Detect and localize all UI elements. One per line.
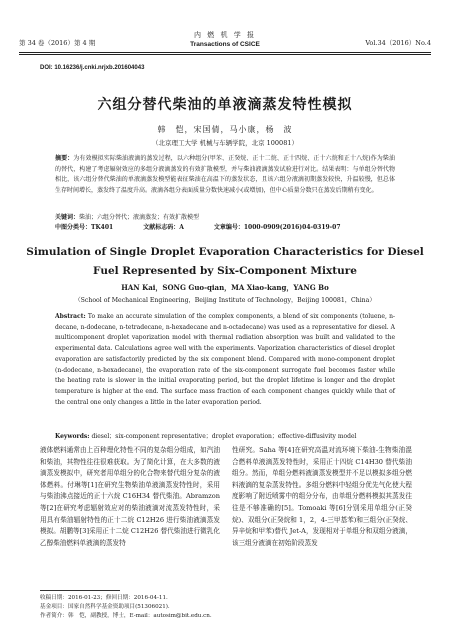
title-en-line1: Simulation of Single Droplet Evaporation Characteristics for Diesel <box>26 246 424 258</box>
abstract-en-label: Abstract: <box>55 313 86 320</box>
keywords-en <box>55 431 395 440</box>
authors-en: HAN Kai，SONG Guo-qian，MA Xiao-kang，YANG Bo <box>121 283 329 292</box>
footnote-author: 作者简介：韩 恺，副教授，博士，E-mail：autosim@bit.edu.cn. <box>40 613 212 619</box>
abstract-cn <box>55 154 395 196</box>
title-en-line2: Fuel Represented by Six-Component Mixture <box>93 265 357 277</box>
article-number: 文章编号：1000-0909(2016)04-0319-07 <box>213 224 341 231</box>
title-cn: 六组分替代柴油的单液滴蒸发特性模拟 <box>97 97 353 113</box>
abstract-cn-text: 为有效模拟实际柴油液滴的蒸发过程，以六种组分(甲苯、正癸烷、正十二烷、正十四烷、正十六烷和正十八烷)作为柴油的替代，构建了考虑辐射效应的多组分液滴蒸发的有效扩散模型，并与柴油液滴蒸发试验进行对比。结果表明：与单组分替代物相比，该六组分替代柴油的单液滴蒸发模型能表征柴油在高温下的蒸发状态，且该六组分液滴初期蒸发较快，升温较慢，但总体生存时间增长，蒸发终了温度升高。液滴各组分表面质量分数快速减小(或增加)，但中心质量分数只在蒸发后期稍有变化。 <box>55 155 395 194</box>
header-rule-thin <box>19 54 431 55</box>
clc-number: 中图分类号：TK401 <box>55 224 114 231</box>
title-en <box>0 243 450 281</box>
abstract-en <box>55 312 395 408</box>
footnote-rule <box>40 590 120 591</box>
document-code: 文献标志码：A <box>143 224 184 231</box>
header-volume-left: 第 34 卷（2016）第 4 期 <box>19 39 96 47</box>
abstract-cn-label: 摘要： <box>55 155 74 162</box>
footnote-received: 收稿日期：2016-01-23；修回日期：2016-04-11. <box>40 595 168 601</box>
affiliation-en: （School of Mechanical Engineering，Beijing Institute of Technology，Beijing 100081，China） <box>74 297 376 304</box>
journal-name-cn: 内 燃 机 学 报 <box>194 31 256 39</box>
journal-name-en: Transactions of CSICE <box>190 41 260 48</box>
keywords-cn-label: 关键词： <box>55 214 80 221</box>
footnote <box>40 594 212 621</box>
doi: DOI: 10.16236/j.cnki.nrjxb.201604043 <box>40 65 145 71</box>
classification-row <box>55 222 395 231</box>
affiliation-cn: （北京理工大学 机械与车辆学院，北京 100081） <box>152 139 298 147</box>
header-volume-right: Vol.34（2016）No.4 <box>365 39 431 47</box>
keywords-en-text: diesel；six-component representative；droplet evaporation；effective-diffusivity model <box>91 433 357 440</box>
footnote-fund: 基金项目：国家自然科学基金资助项目(51306021). <box>40 604 170 610</box>
header-rule <box>19 52 431 53</box>
keywords-cn-text: 柴油；六组分替代；液滴蒸发；有效扩散模型 <box>79 214 200 221</box>
keywords-en-label: Keywords: <box>55 433 90 440</box>
body-column-left: 液体燃料通常由上百种理化特性不同的复杂组分组成，如汽油和柴油，其物性往往很难获取。为了简化计算，在大多数的液滴蒸发模拟中，研究者用单组分的化合物来替代组分复杂的液体燃料。付琳等[1]在研究生物柴油单液滴蒸发特性时，采用与柴油沸点接近的正十六烷 C16H34 替代柴油。Abramzon 等[2]在研究考虑辐射效应对的柴油液滴对流蒸发特性时，采用具有柴油辐射特性的正十二烷 C12H26 进行柴油液滴蒸发模拟。胡鹏等[3]采用正十二烷 C12H26 替代柴油进行微乳化乙醇柴油燃料单液滴的蒸发特 <box>40 446 220 547</box>
abstract-en-text: To make an accurate simulation of the complex components, a blend of six components (toluene, n-decane, n-dodecane, n-tetradecane, n-hexadecane and n-octadecane) was used as a representative for diesel. A multicomponent droplet vaporization model with thermal radiation absorption was built and validated to the experimental data. Calculations agree well with the experiments. Vaporization characteristics of diesel droplet evaporation are satisfactorily predicted by the six component blend. Compared with mono-component droplet (n-dodecane, n-hexadecane), the evaporation rate of the six-component surrogate fuel becomes faster while the heating rate is slower in the initial evaporating period, but the droplet lifetime is longer and the droplet temperature is higher at the end. The surface mass fraction of each component changes quickly while that of the central one only changes a little in the later evaporation period. <box>55 313 395 406</box>
keywords-cn <box>55 212 395 221</box>
body-column-right: 性研究。Saha 等[4]在研究高温对流环境下柴油-生物柴油混合燃料单液滴蒸发特性时，采用正十四烷 C14H30 替代柴油组分。然而，单组分燃料液滴蒸发模型并不足以模拟多组分燃料液滴的复杂蒸发特性。多组分燃料中轻组分优先气化使大程度影响了附近喷雾中的组分分布，由单组分燃料模拟其蒸发往往是不够准确的[5]。Tomoaki 等[6]分别采用单组分(正癸烷)、双组分(正癸烷和 1，2，4-三甲基苯)和三组分(正癸烷、异辛烷和甲苯)替代 Jet-A，发现相对于单组分和双组分液滴，该三组分液滴在初始阶段蒸发 <box>232 446 412 547</box>
authors-cn: 韩 恺，宋国倩，马小康，杨 波 <box>157 125 293 134</box>
